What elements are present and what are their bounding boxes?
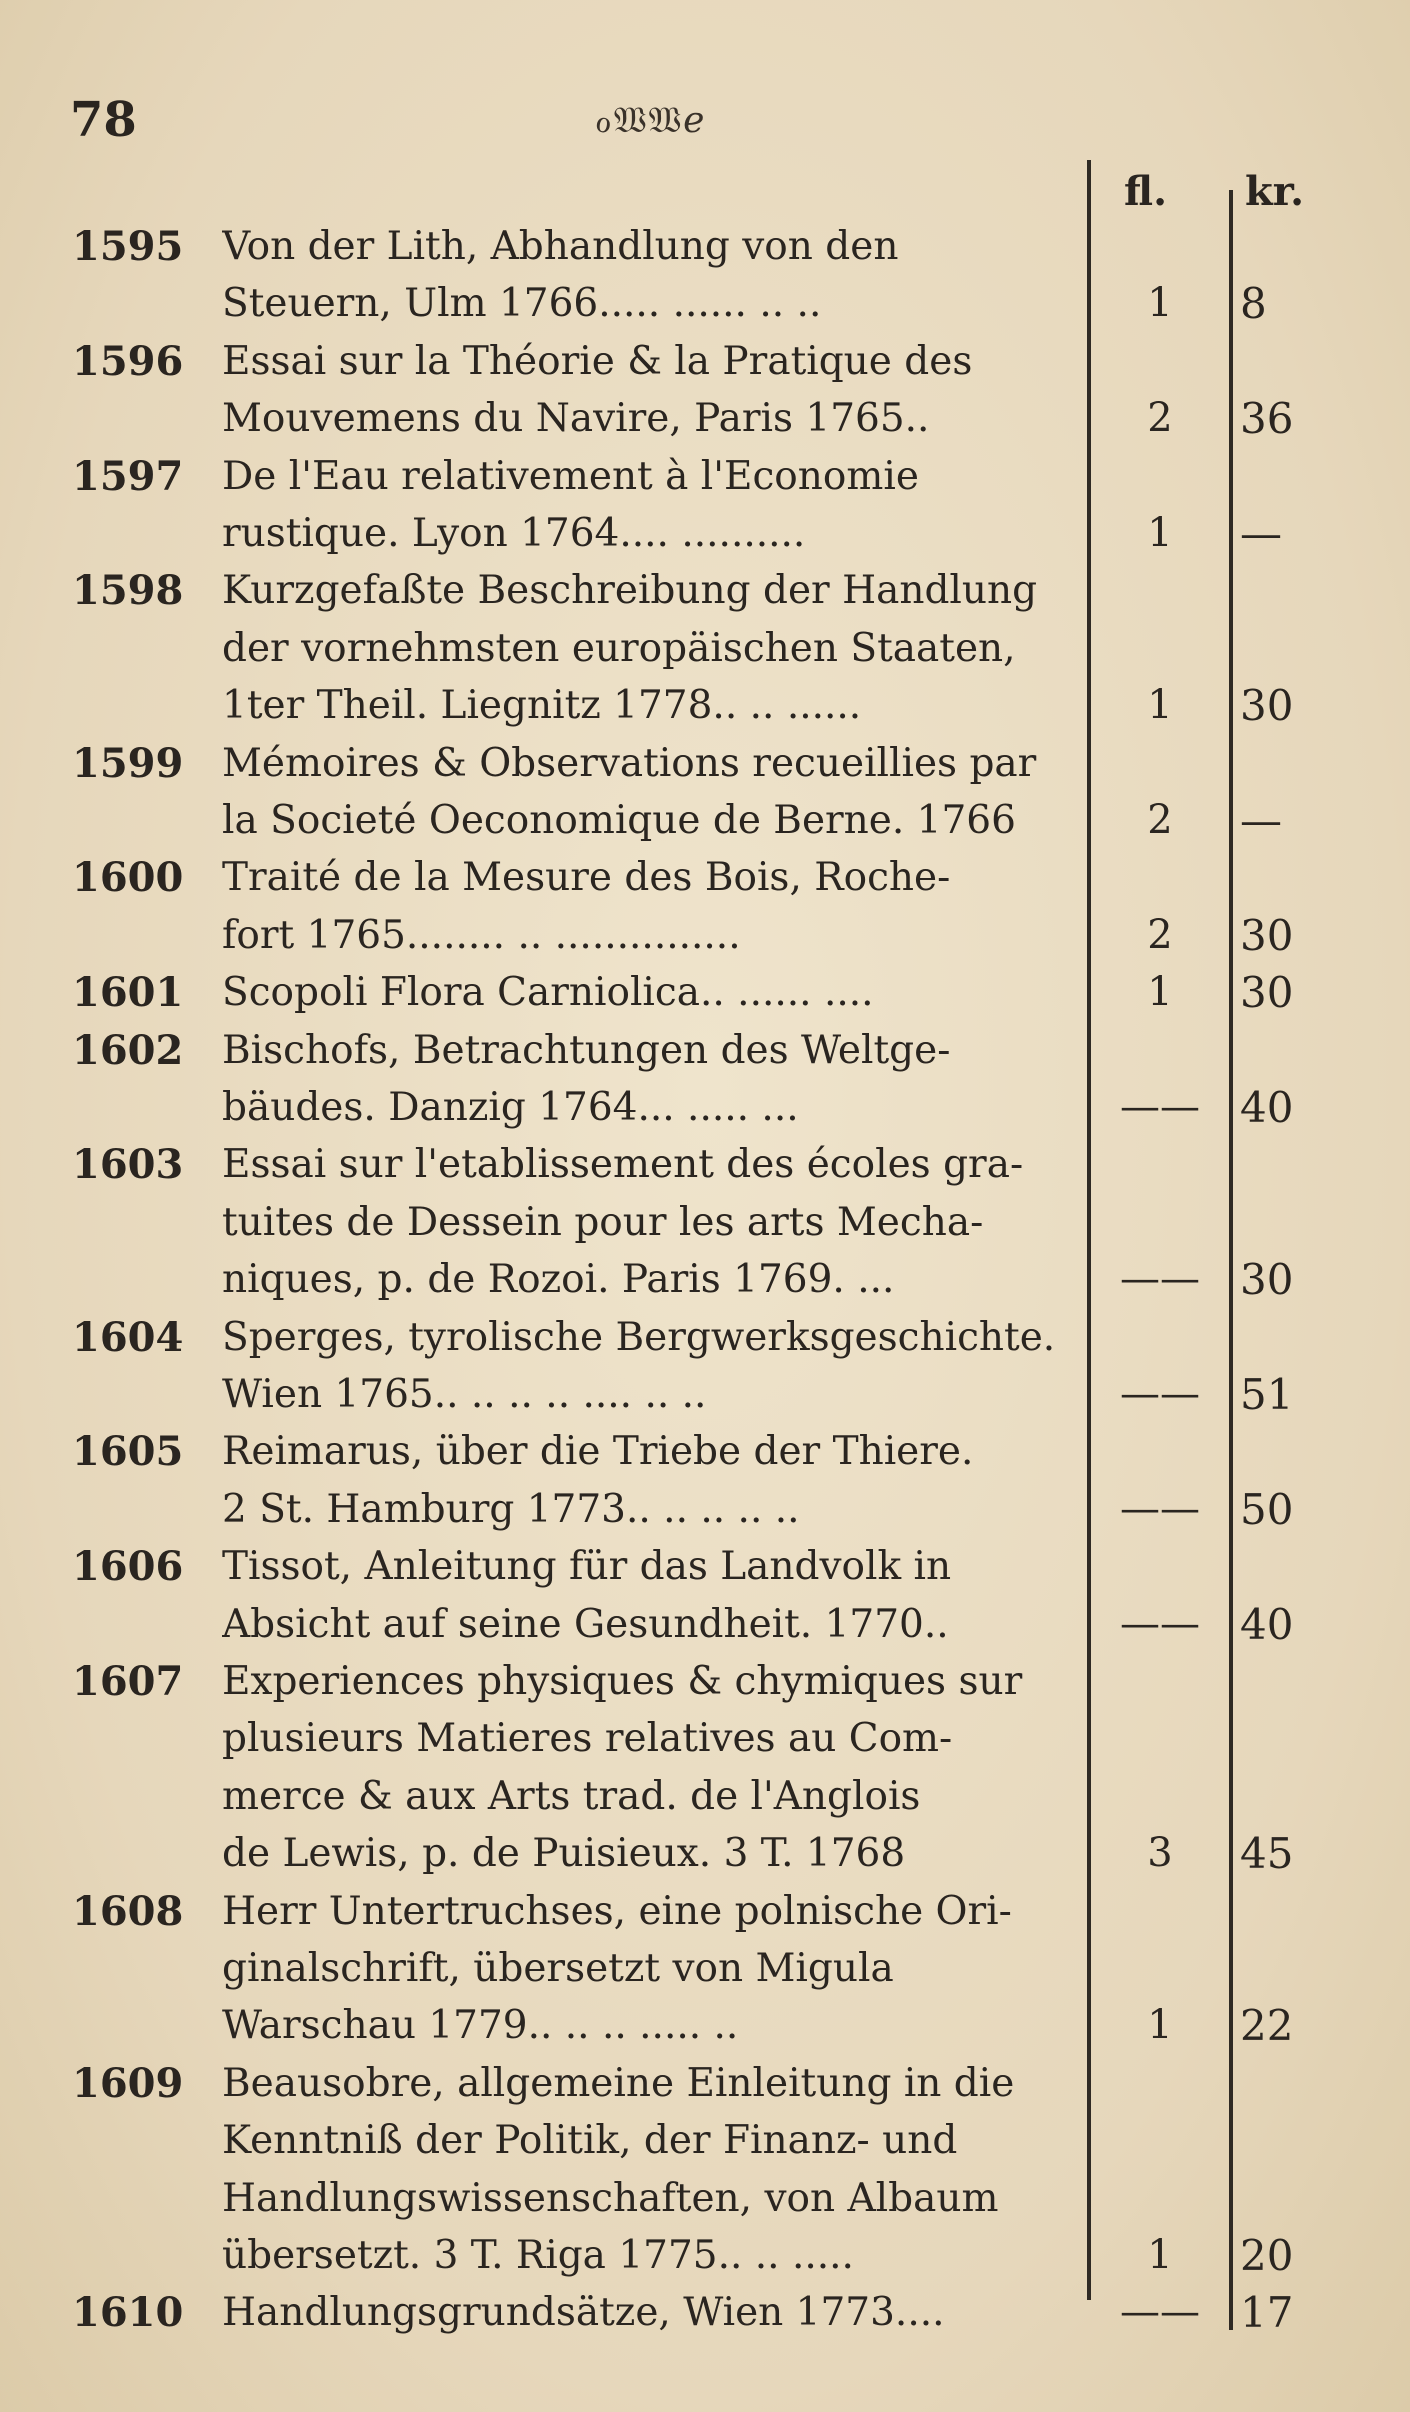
price-fl-dash: —— — [1120, 1485, 1200, 1532]
entry-text-line: Experiences physiques & chymiques sur — [222, 1659, 1023, 1704]
price-fl: 2 — [1147, 911, 1173, 958]
header-ornament: ℴ𝔚𝔚ℯ — [595, 100, 707, 141]
entry-text-line: niques, p. de Rozoi. Paris 1769. ... — [222, 1257, 895, 1303]
price-kr: 36 — [1240, 394, 1294, 444]
price-kr: 17 — [1240, 2288, 1294, 2338]
price-fl-dash: —— — [1120, 1084, 1200, 1130]
price-fl-dash: —— — [1120, 2289, 1200, 2336]
price-kr: 40 — [1240, 1599, 1294, 1649]
price-fl: 2 — [1147, 797, 1173, 843]
entry-text-line: übersetzt. 3 T. Riga 1775.. .. ..... — [222, 2233, 854, 2278]
entry-text-line: Handlungswissenschaften, von Albaum — [222, 2175, 999, 2221]
entry-text-line: Warschau 1779.. .. .. ..... .. — [222, 2003, 739, 2049]
price-fl-dash: —— — [1120, 1600, 1200, 1647]
entry-number: 1604 — [72, 1313, 184, 1361]
price-kr: 30 — [1240, 1255, 1294, 1305]
entry-number: 1608 — [72, 1887, 184, 1935]
entry-text-line: Mémoires & Observations recueillies par — [222, 740, 1037, 786]
column-header-fl: fl. — [1124, 168, 1168, 215]
price-kr: 30 — [1240, 968, 1294, 1018]
entry-text-line: Beausobre, allgemeine Einleitung in die — [222, 2060, 1015, 2106]
entry-number: 1600 — [72, 854, 184, 902]
entry-number: 1610 — [72, 2289, 184, 2337]
price-fl: 3 — [1147, 1830, 1173, 1877]
price-kr: 51 — [1240, 1370, 1294, 1419]
entry-number: 1597 — [72, 452, 184, 500]
entry-text-line: rustique. Lyon 1764.... .......... — [222, 511, 806, 556]
price-fl-dash: —— — [1120, 1371, 1200, 1417]
entry-text-line: Von der Lith, Abhandlung von den — [222, 224, 899, 269]
entry-text-line: Essai sur la Théorie & la Pratique des — [222, 338, 973, 384]
entry-text-line: Absicht auf seine Gesundheit. 1770.. — [222, 1601, 949, 1647]
entry-text-line: Tissot, Anleitung für das Landvolk in — [222, 1544, 952, 1590]
column-header-kr: kr. — [1245, 168, 1305, 215]
entry-text-line: Mouvemens du Navire, Paris 1765.. — [222, 396, 930, 442]
price-fl: 1 — [1147, 510, 1173, 556]
price-kr: 50 — [1240, 1484, 1294, 1534]
entry-text-line: Bischofs, Betrachtungen des Weltge- — [222, 1027, 951, 1073]
price-kr-dash: — — [1240, 509, 1282, 558]
entry-number: 1605 — [72, 1428, 184, 1476]
entry-text-line: Scopoli Flora Carniolica.. ...... .... — [222, 970, 874, 1016]
column-rule-left — [1087, 160, 1091, 2300]
entry-number: 1598 — [72, 567, 184, 615]
entry-text-line: Reimarus, über die Triebe der Thiere. — [222, 1429, 974, 1475]
price-fl: 1 — [1147, 280, 1173, 327]
entry-text-line: Kurzgefaßte Beschreibung der Handlung — [222, 568, 1038, 614]
entry-number: 1601 — [72, 969, 184, 1017]
entry-text-line: De l'Eau relativement à l'Economie — [222, 453, 919, 499]
page-number: 78 — [70, 92, 137, 148]
entry-text-line: tuites de Dessein pour les arts Mecha- — [222, 1199, 984, 1245]
entry-text-line: Herr Untertruchses, eine polnische Ori- — [222, 1888, 1012, 1934]
entry-text-line: bäudes. Danzig 1764... ..... ... — [222, 1085, 799, 1130]
price-kr: 30 — [1240, 681, 1294, 731]
entry-text-line: ginalschrift, übersetzt von Migula — [222, 1946, 894, 1991]
entry-number: 1595 — [72, 223, 184, 270]
price-kr-dash: — — [1240, 796, 1282, 845]
entry-text-line: Traité de la Mesure des Bois, Roche- — [222, 855, 951, 901]
price-fl: 1 — [1147, 2232, 1173, 2278]
entry-text-line: der vornehmsten europäischen Staaten, — [222, 625, 1016, 671]
entry-text-line: 2 St. Hamburg 1773.. .. .. .. .. — [222, 1486, 800, 1532]
column-rule-right — [1229, 190, 1233, 2330]
entry-number: 1599 — [72, 739, 184, 787]
entry-text-line: Essai sur l'etablissement des écoles gra- — [222, 1142, 1024, 1188]
entry-text-line: Sperges, tyrolische Bergwerksgeschichte. — [222, 1314, 1056, 1360]
price-fl: 1 — [1147, 682, 1173, 729]
entry-text-line: Wien 1765.. .. .. .. .... .. .. — [222, 1372, 707, 1417]
entry-text-line: fort 1765........ .. ............... — [222, 912, 741, 958]
price-kr: 8 — [1240, 279, 1267, 329]
price-fl: 1 — [1147, 969, 1173, 1016]
entry-number: 1596 — [72, 337, 184, 385]
entry-text-line: 1ter Theil. Liegnitz 1778.. .. ...... — [222, 683, 862, 729]
price-fl-dash: —— — [1120, 1256, 1200, 1303]
entry-text-line: Kenntniß der Politik, der Finanz- und — [222, 2118, 958, 2164]
entry-text-line: Handlungsgrundsätze, Wien 1773.... — [222, 2290, 945, 2336]
price-fl: 2 — [1147, 395, 1173, 442]
entry-number: 1609 — [72, 2059, 184, 2107]
price-kr: 20 — [1240, 2231, 1294, 2280]
price-kr: 30 — [1240, 910, 1294, 960]
entry-text-line: de Lewis, p. de Puisieux. 3 T. 1768 — [222, 1831, 906, 1877]
entry-text-line: Steuern, Ulm 1766..... ...... .. .. — [222, 281, 822, 327]
entry-number: 1602 — [72, 1026, 184, 1074]
price-fl: 1 — [1147, 2002, 1173, 2049]
entry-text-line: plusieurs Matieres relatives au Com- — [222, 1716, 953, 1762]
entry-number: 1603 — [72, 1141, 184, 1189]
entry-number: 1607 — [72, 1658, 184, 1705]
price-kr: 22 — [1240, 2001, 1294, 2051]
price-kr: 40 — [1240, 1083, 1294, 1132]
price-kr: 45 — [1240, 1829, 1294, 1879]
entry-text-line: merce & aux Arts trad. de l'Anglois — [222, 1773, 921, 1819]
entry-text-line: la Societé Oeconomique de Berne. 1766 — [222, 798, 1016, 843]
entry-number: 1606 — [72, 1543, 184, 1591]
